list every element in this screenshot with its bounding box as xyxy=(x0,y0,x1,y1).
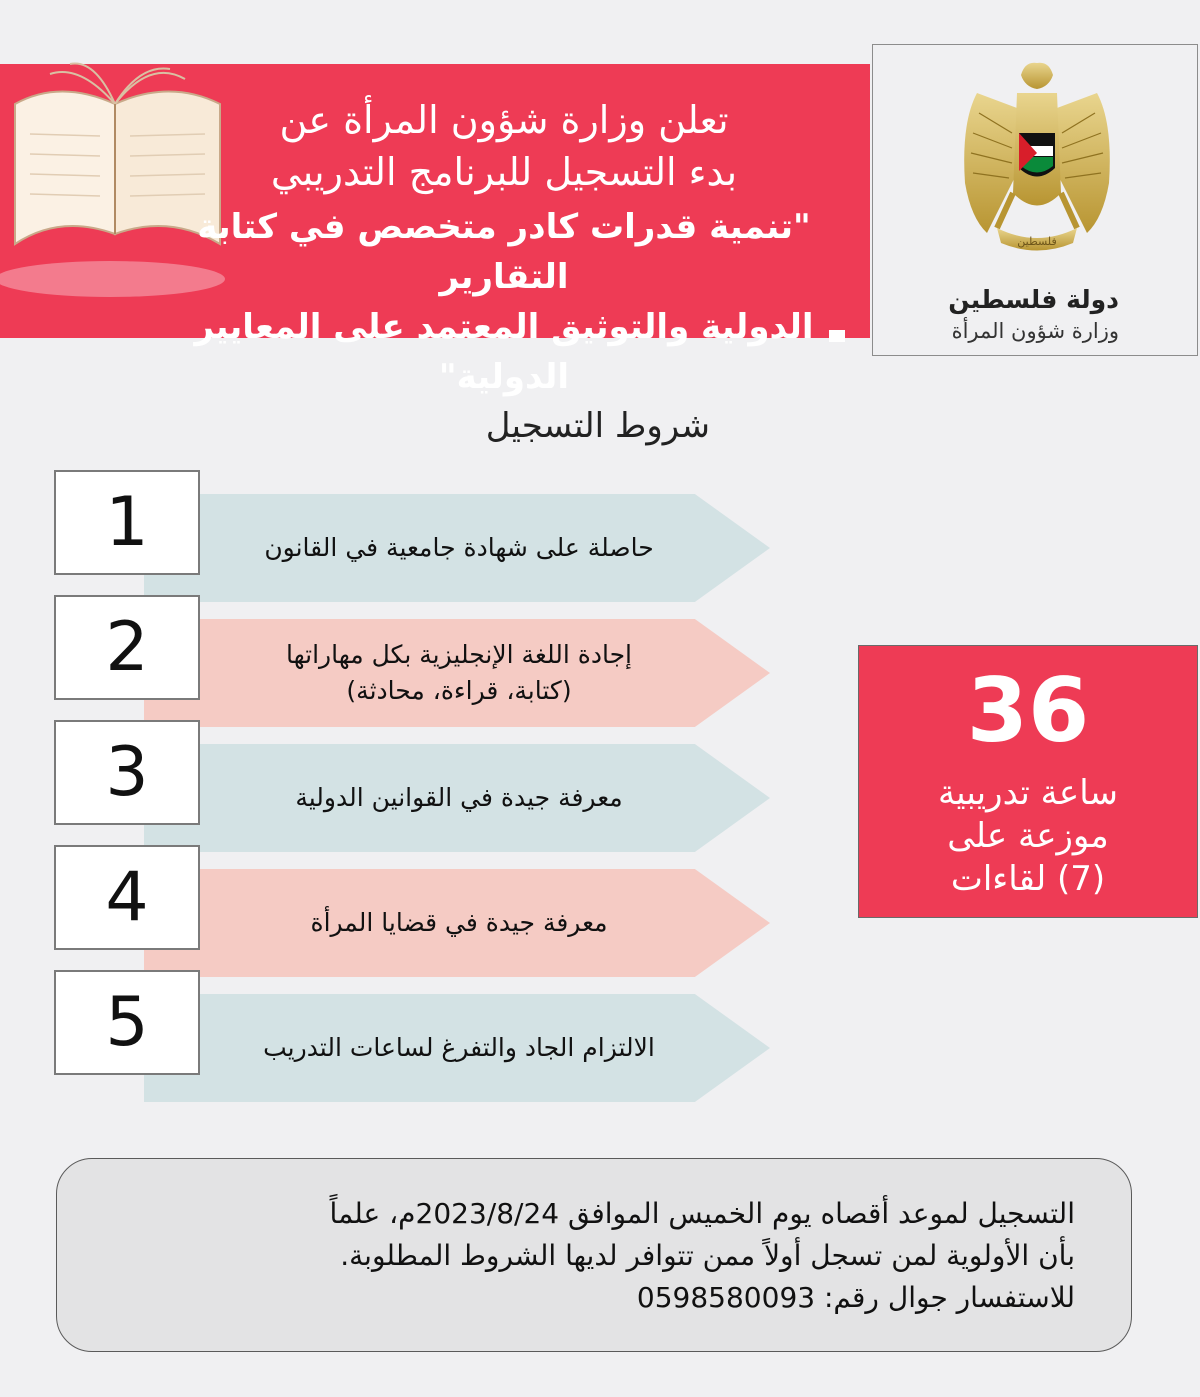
announcement-banner xyxy=(0,64,870,397)
banner-decoration xyxy=(829,330,845,342)
palestine-eagle-emblem-icon xyxy=(957,53,1117,263)
program-title-line-1: "تنمية قدرات كادر متخصص في كتابة التقارير xyxy=(197,207,811,297)
condition-item xyxy=(54,595,770,707)
program-title-line-2: الدولية والتوثيق المعتمد على المعايير الدولية" xyxy=(194,307,814,397)
condition-item xyxy=(54,845,770,957)
registration-deadline-box xyxy=(56,1158,1132,1352)
condition-text xyxy=(204,494,714,602)
contact-line: للاستفسار جوال رقم: 0598580093 xyxy=(636,1281,1075,1314)
condition-number: 1 xyxy=(54,470,200,575)
banner-text xyxy=(144,94,864,402)
banner-headline-line-2: بدء التسجيل للبرنامج التدريبي xyxy=(270,150,738,194)
condition-text-line: حاصلة على شهادة جامعية في القانون xyxy=(264,533,654,562)
emblem-caption: فلسطين xyxy=(1017,235,1057,248)
ministry-logo-box xyxy=(872,44,1198,356)
registration-conditions-title: شروط التسجيل xyxy=(485,406,710,446)
condition-text-line: (كتابة، قراءة، محادثة) xyxy=(346,676,572,705)
state-name: دولة فلسطين xyxy=(948,285,1119,314)
training-hours-line: ساعة تدريبية xyxy=(937,773,1119,813)
ministry-name: وزارة شؤون المرأة xyxy=(951,319,1119,343)
condition-item xyxy=(54,470,770,582)
training-hours-text xyxy=(859,772,1197,901)
training-hours-line: موزعة على xyxy=(947,816,1109,856)
condition-number: 4 xyxy=(54,845,200,950)
training-hours-box xyxy=(858,645,1198,918)
condition-text xyxy=(204,994,714,1102)
condition-number: 2 xyxy=(54,595,200,700)
banner-headline-line-1: تعلن وزارة شؤون المرأة عن xyxy=(279,98,729,142)
condition-text-line: معرفة جيدة في القوانين الدولية xyxy=(295,783,623,812)
registration-deadline-text xyxy=(115,1193,1075,1319)
condition-number: 5 xyxy=(54,970,200,1075)
priority-line: بأن الأولوية لمن تسجل أولاً ممن تتوافر لديها الشروط المطلوبة. xyxy=(340,1239,1075,1272)
training-hours-line: (7) لقاءات xyxy=(950,859,1106,899)
condition-item xyxy=(54,720,770,832)
condition-number: 3 xyxy=(54,720,200,825)
condition-text-line: إجادة اللغة الإنجليزية بكل مهاراتها xyxy=(286,640,632,669)
condition-item xyxy=(54,970,770,1082)
condition-text-line: الالتزام الجاد والتفرغ لساعات التدريب xyxy=(263,1033,655,1062)
training-hours-number: 36 xyxy=(966,659,1090,762)
condition-text xyxy=(204,619,714,727)
deadline-line: التسجيل لموعد أقصاه يوم الخميس الموافق 2023/8/24م، علماً xyxy=(329,1197,1075,1230)
condition-text xyxy=(204,744,714,852)
condition-text-line: معرفة جيدة في قضايا المرأة xyxy=(310,908,608,937)
condition-text xyxy=(204,869,714,977)
